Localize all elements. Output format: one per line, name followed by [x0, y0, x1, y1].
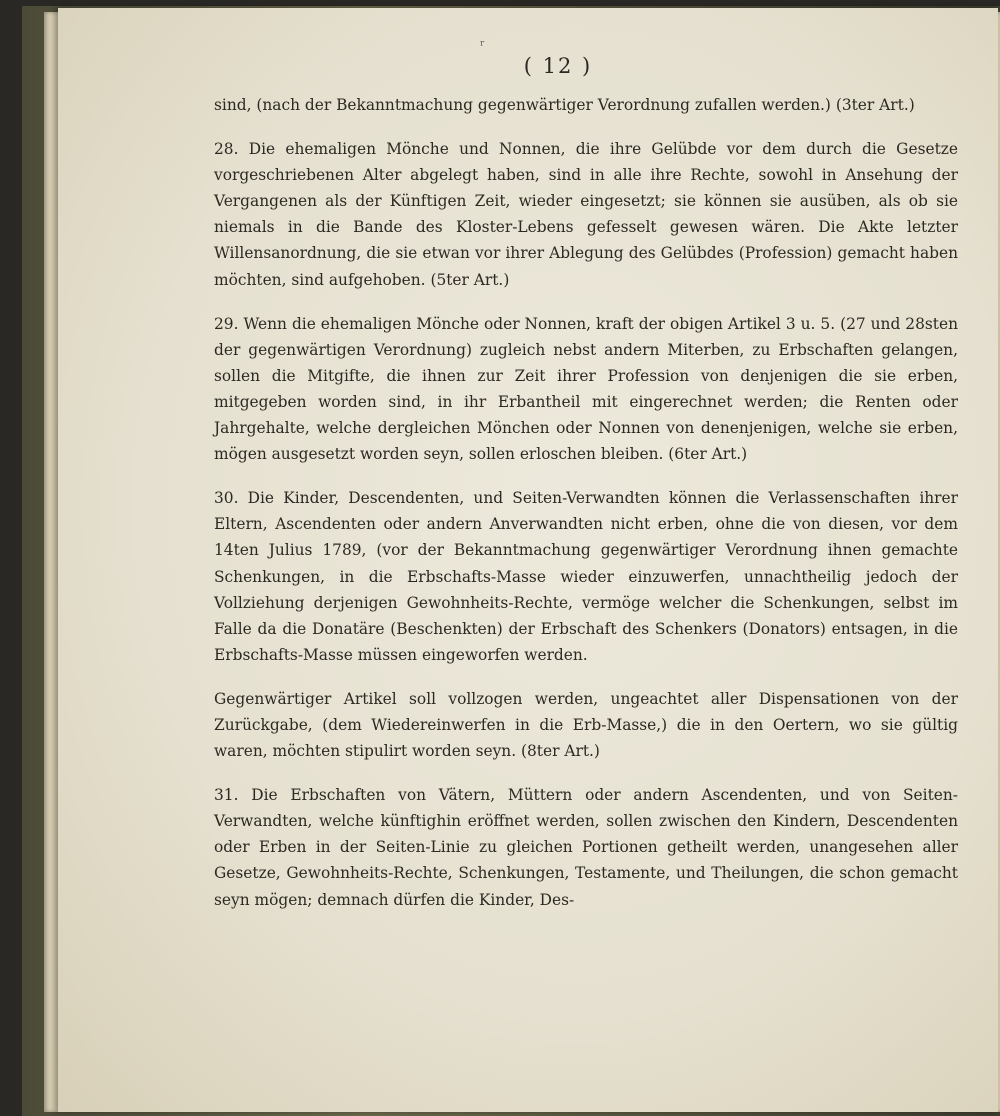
paragraph-31: 31. Die Erbschaften von Vätern, Müttern oder andern Ascendenten, und von Seiten-Verwandten, welche künftighin eröffnet werden, sollen zwischen den Kindern, Descendenten oder Erben in der Seiten-Linie zu gleichen Portionen getheilt werden, unangesehen aller Gesetze, Gewohnheits-Rechte, Schenkungen, Testamente, und Theilungen, die schon gemacht seyn mögen; demnach dürfen die Kinder, Des- — [214, 786, 958, 909]
paragraph-continuation: sind, (nach der Bekanntmachung gegenwärtiger Verordnung zufallen werden.) (3ter Art.) — [214, 96, 915, 114]
ink-mark: ʳ — [480, 38, 485, 54]
paragraph-29: 29. Wenn die ehemaligen Mönche oder Nonnen, kraft der obigen Artikel 3 u. 5. (27 und 28sten der gegenwärtigen Verordnung) zugleich nebst andern Miterben, zu Erbschaften gelangen, sollen die Mitgifte, die ihnen zur Zeit ihrer Profession von denjenigen die sie erben, mitgegeben worden sind, in ihr Erbantheil mit eingerechnet werden; die Renten oder Jahrgehalte, welche dergleichen Mönchen oder Nonnen von denenjenigen, welche sie erben, mögen ausgesetzt worden seyn, sollen erloschen bleiben. (6ter Art.) — [214, 314, 958, 464]
book-page — [58, 8, 998, 1112]
paragraph-28: 28. Die ehemaligen Mönche und Nonnen, die ihre Gelübde vor dem durch die Gesetze vorgeschriebenen Alter abgelegt haben, sind in alle ihre Rechte, sowohl in Ansehung der Vergangenen als der Künftigen Zeit, wieder eingesetzt; sie können sie ausüben, als ob sie niemals in die Bande des Kloster-Lebens gefesselt gewesen wären. Die Akte letzter Willensanordnung, die sie etwan vor ihrer Ablegung des Gelübdes (Profession) gemacht haben möchten, sind aufgehoben. (5ter Art.) — [214, 140, 958, 289]
paragraph-30-note: Gegenwärtiger Artikel soll vollzogen werden, ungeachtet aller Dispensationen von der Zurückgabe, (dem Wiedereinwerfen in die Erb-Masse,) die in den Oertern, wo sie gültig waren, möchten stipulirt worden seyn. (8ter Art.) — [214, 689, 958, 761]
page-number: ( 12 ) — [523, 54, 593, 78]
page-text — [214, 92, 958, 931]
paragraph-30: 30. Die Kinder, Descendenten, und Seiten-Verwandten können die Verlassenschaften ihrer Eltern, Ascendenten oder andern Anverwandten nicht erben, ohne die von diesen, vor dem 14ten Julius 1789, (vor der Bekanntmachung gegenwärtiger Verordnung ihnen gemachte Schenkungen, in die Erbschafts-Masse wieder einzuwerfen, unnachtheilig jedoch der Vollziehung derjenigen Gewohnheits-Rechte, vermöge welcher die Schenkungen, selbst im Falle da die Donatäre (Beschenkten) der Erbschaft des Schenkers (Donators) entsagen, in die Erbschafts-Masse müssen eingeworfen werden. — [214, 489, 958, 664]
